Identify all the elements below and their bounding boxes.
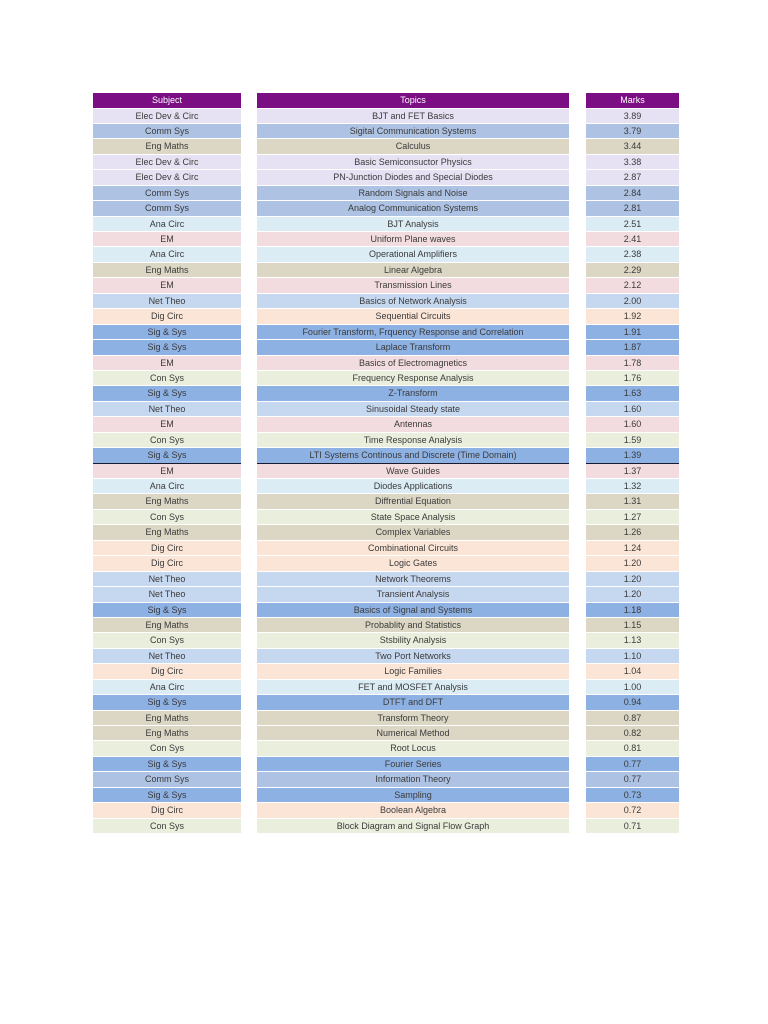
- marks-cell: 0.77: [586, 772, 679, 787]
- marks-cell: 2.00: [586, 294, 679, 309]
- marks-cell: 0.94: [586, 695, 679, 710]
- subject-cell: Dig Circ: [93, 309, 241, 324]
- subject-cell: Ana Circ: [93, 247, 241, 262]
- marks-header: Marks: [586, 93, 679, 109]
- subject-cell: Sig & Sys: [93, 340, 241, 355]
- marks-cell: 2.87: [586, 170, 679, 185]
- marks-cell: 1.32: [586, 479, 679, 494]
- topic-cell: Z-Transform: [257, 386, 569, 401]
- subject-cell: Con Sys: [93, 819, 241, 834]
- topics-column: [257, 93, 569, 834]
- subject-cell: EM: [93, 232, 241, 247]
- topic-cell: Sinusoidal Steady state: [257, 402, 569, 417]
- marks-cell: 1.10: [586, 649, 679, 664]
- subject-cell: Elec Dev & Circ: [93, 155, 241, 170]
- subject-cell: Eng Maths: [93, 618, 241, 633]
- topic-cell: Fourier Transform, Frquency Response and Correlation: [257, 325, 569, 340]
- topic-cell: Sequential Circuits: [257, 309, 569, 324]
- subject-cell: Eng Maths: [93, 139, 241, 154]
- subject-cell: Con Sys: [93, 371, 241, 386]
- subject-cell: Elec Dev & Circ: [93, 170, 241, 185]
- topic-cell: Numerical Method: [257, 726, 569, 741]
- subject-cell: Ana Circ: [93, 680, 241, 695]
- marks-cell: 3.89: [586, 109, 679, 124]
- subject-cell: Sig & Sys: [93, 386, 241, 401]
- subject-cell: Con Sys: [93, 433, 241, 448]
- topic-cell: Boolean Algebra: [257, 803, 569, 818]
- marks-cell: 1.31: [586, 494, 679, 509]
- subject-cell: Comm Sys: [93, 186, 241, 201]
- topic-cell: Laplace Transform: [257, 340, 569, 355]
- subject-cell: EM: [93, 356, 241, 371]
- marks-cell: 2.12: [586, 278, 679, 293]
- subject-cell: Net Theo: [93, 294, 241, 309]
- topic-cell: FET and MOSFET Analysis: [257, 680, 569, 695]
- marks-cell: 1.60: [586, 402, 679, 417]
- topic-cell: Stsbility Analysis: [257, 633, 569, 648]
- marks-cell: 2.38: [586, 247, 679, 262]
- subject-cell: EM: [93, 417, 241, 432]
- subject-cell: Dig Circ: [93, 664, 241, 679]
- marks-cell: 0.82: [586, 726, 679, 741]
- topic-cell: State Space Analysis: [257, 510, 569, 525]
- marks-cell: 1.00: [586, 680, 679, 695]
- subject-cell: Eng Maths: [93, 263, 241, 278]
- marks-cell: 1.78: [586, 356, 679, 371]
- topic-cell: Sampling: [257, 788, 569, 803]
- subject-cell: Eng Maths: [93, 726, 241, 741]
- topic-cell: Logic Gates: [257, 556, 569, 571]
- subject-cell: Eng Maths: [93, 525, 241, 540]
- topic-cell: Complex Variables: [257, 525, 569, 540]
- marks-cell: 0.72: [586, 803, 679, 818]
- marks-cell: 1.60: [586, 417, 679, 432]
- marks-cell: 1.26: [586, 525, 679, 540]
- topic-cell: Two Port Networks: [257, 649, 569, 664]
- subject-cell: Con Sys: [93, 510, 241, 525]
- topic-cell: BJT and FET Basics: [257, 109, 569, 124]
- subject-cell: Ana Circ: [93, 479, 241, 494]
- subject-cell: Sig & Sys: [93, 695, 241, 710]
- subject-cell: EM: [93, 464, 241, 479]
- topic-cell: Wave Guides: [257, 464, 569, 479]
- topic-cell: Probablity and Statistics: [257, 618, 569, 633]
- subject-cell: Comm Sys: [93, 772, 241, 787]
- subject-cell: Dig Circ: [93, 803, 241, 818]
- subject-cell: Net Theo: [93, 587, 241, 602]
- subject-header: Subject: [93, 93, 241, 109]
- subject-cell: Elec Dev & Circ: [93, 109, 241, 124]
- topic-cell: Antennas: [257, 417, 569, 432]
- subject-cell: Net Theo: [93, 649, 241, 664]
- topic-cell: Frequency Response Analysis: [257, 371, 569, 386]
- topic-cell: Block Diagram and Signal Flow Graph: [257, 819, 569, 834]
- marks-cell: 1.18: [586, 603, 679, 618]
- marks-cell: 1.27: [586, 510, 679, 525]
- topic-cell: Basics of Signal and Systems: [257, 603, 569, 618]
- topic-cell: DTFT and DFT: [257, 695, 569, 710]
- marks-cell: 2.81: [586, 201, 679, 216]
- topic-cell: Analog Communication Systems: [257, 201, 569, 216]
- marks-cell: 1.37: [586, 464, 679, 479]
- topic-cell: Logic Families: [257, 664, 569, 679]
- marks-cell: 3.79: [586, 124, 679, 139]
- topic-cell: Information Theory: [257, 772, 569, 787]
- topic-cell: Calculus: [257, 139, 569, 154]
- marks-cell: 1.20: [586, 556, 679, 571]
- marks-cell: 1.04: [586, 664, 679, 679]
- marks-cell: 1.76: [586, 371, 679, 386]
- marks-cell: 2.29: [586, 263, 679, 278]
- subject-cell: EM: [93, 278, 241, 293]
- subject-column: [93, 93, 241, 834]
- topic-cell: Transient Analysis: [257, 587, 569, 602]
- marks-cell: 2.84: [586, 186, 679, 201]
- marks-cell: 3.38: [586, 155, 679, 170]
- marks-cell: 0.77: [586, 757, 679, 772]
- topic-cell: Fourier Series: [257, 757, 569, 772]
- topic-cell: Diodes Applications: [257, 479, 569, 494]
- topic-cell: Operational Amplifiers: [257, 247, 569, 262]
- subject-cell: Sig & Sys: [93, 788, 241, 803]
- marks-cell: 2.51: [586, 217, 679, 232]
- topic-cell: Transmission Lines: [257, 278, 569, 293]
- subject-cell: Net Theo: [93, 572, 241, 587]
- subject-cell: Ana Circ: [93, 217, 241, 232]
- topic-cell: Diffrential Equation: [257, 494, 569, 509]
- topic-cell: Basic Semiconsuctor Physics: [257, 155, 569, 170]
- marks-cell: 1.92: [586, 309, 679, 324]
- subject-cell: Eng Maths: [93, 711, 241, 726]
- marks-table: [93, 93, 679, 839]
- topic-cell: LTI Systems Continous and Discrete (Time Domain): [257, 448, 569, 463]
- marks-cell: 1.63: [586, 386, 679, 401]
- marks-cell: 1.13: [586, 633, 679, 648]
- subject-cell: Comm Sys: [93, 124, 241, 139]
- topic-cell: Sigital Communication Systems: [257, 124, 569, 139]
- topic-cell: Time Response Analysis: [257, 433, 569, 448]
- marks-cell: 2.41: [586, 232, 679, 247]
- topic-cell: Transform Theory: [257, 711, 569, 726]
- marks-cell: 3.44: [586, 139, 679, 154]
- subject-cell: Sig & Sys: [93, 603, 241, 618]
- marks-cell: 1.39: [586, 448, 679, 463]
- topic-cell: Basics of Electromagnetics: [257, 356, 569, 371]
- subject-cell: Comm Sys: [93, 201, 241, 216]
- marks-cell: 1.87: [586, 340, 679, 355]
- marks-cell: 1.20: [586, 572, 679, 587]
- topic-cell: BJT Analysis: [257, 217, 569, 232]
- marks-cell: 0.73: [586, 788, 679, 803]
- topic-cell: Uniform Plane waves: [257, 232, 569, 247]
- marks-cell: 1.24: [586, 541, 679, 556]
- subject-cell: Dig Circ: [93, 556, 241, 571]
- subject-cell: Con Sys: [93, 741, 241, 756]
- marks-cell: 1.59: [586, 433, 679, 448]
- marks-cell: 0.71: [586, 819, 679, 834]
- subject-cell: Dig Circ: [93, 541, 241, 556]
- topic-cell: Network Theorems: [257, 572, 569, 587]
- topic-cell: Linear Algebra: [257, 263, 569, 278]
- subject-cell: Sig & Sys: [93, 448, 241, 463]
- subject-cell: Sig & Sys: [93, 757, 241, 772]
- subject-cell: Sig & Sys: [93, 325, 241, 340]
- marks-cell: 0.81: [586, 741, 679, 756]
- subject-cell: Con Sys: [93, 633, 241, 648]
- marks-cell: 1.15: [586, 618, 679, 633]
- marks-cell: 1.91: [586, 325, 679, 340]
- topic-cell: Basics of Network Analysis: [257, 294, 569, 309]
- topics-header: Topics: [257, 93, 569, 109]
- subject-cell: Eng Maths: [93, 494, 241, 509]
- topic-cell: Root Locus: [257, 741, 569, 756]
- subject-cell: Net Theo: [93, 402, 241, 417]
- topic-cell: Combinational Circuits: [257, 541, 569, 556]
- marks-cell: 1.20: [586, 587, 679, 602]
- marks-cell: 0.87: [586, 711, 679, 726]
- marks-column: [586, 93, 679, 834]
- topic-cell: PN-Junction Diodes and Special Diodes: [257, 170, 569, 185]
- topic-cell: Random Signals and Noise: [257, 186, 569, 201]
